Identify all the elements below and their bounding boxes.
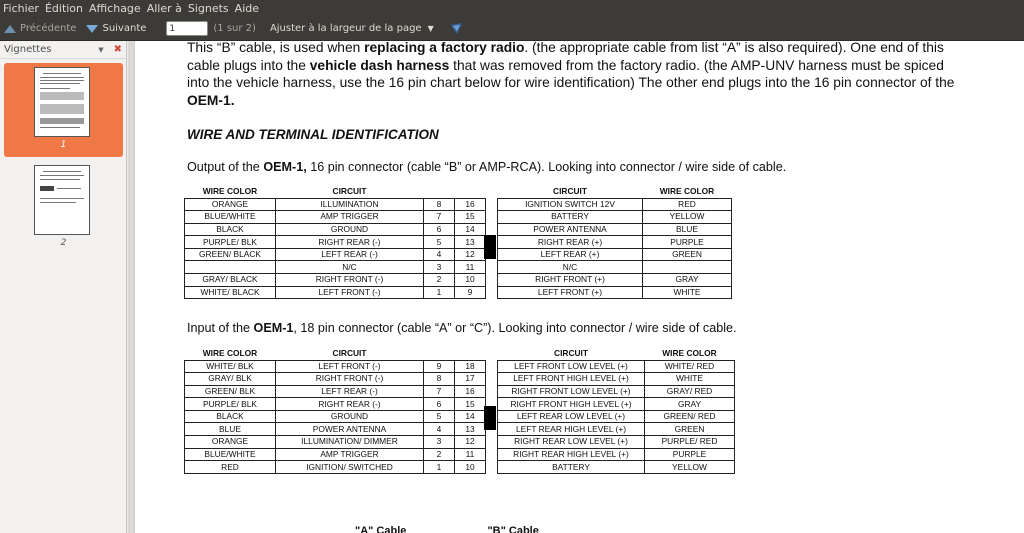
- table-cell: AMP TRIGGER: [276, 448, 424, 461]
- table-header: CIRCUIT: [553, 186, 587, 197]
- sidebar-header: [0, 41, 126, 59]
- table-cell: 15: [455, 398, 486, 411]
- table-cell: 16: [455, 385, 486, 398]
- table-cell: WHITE: [643, 286, 732, 299]
- table-row: [185, 198, 732, 211]
- next-page-label: Suivante: [102, 23, 147, 34]
- intro-paragraph: This “B” cable, is used when replacing a factory radio. (the appropriate cable from list “A” is also required). One end of this cable plugs into the vehicle dash harness that was removed from the factory radio. (the AMP-UNV harness must be spiced into the vehicle harness, use the 16 pin chart below for wire identification) The other end plugs into the 16 pin connector of the OEM-1.: [187, 41, 955, 108]
- table-cell: GREEN: [643, 248, 732, 261]
- table-cell: 11: [455, 261, 486, 274]
- zoom-select-value: Ajuster à la largeur de la page: [269, 23, 422, 34]
- table-cell: WHITE/ BLACK: [185, 286, 276, 299]
- toolbar: [0, 17, 1024, 41]
- table-cell: 3: [424, 436, 455, 449]
- thumbnail-page-2[interactable]: [4, 161, 123, 255]
- table-cell: GREEN/ BLK: [185, 385, 276, 398]
- table-row: [185, 385, 735, 398]
- table-cell: GRAY/ BLACK: [185, 274, 276, 287]
- page-count-label: (1 sur 2): [213, 23, 256, 34]
- table-cell: 18: [455, 360, 486, 373]
- table-cell: GRAY: [643, 274, 732, 287]
- table-row: [185, 423, 735, 436]
- table-cell: IGNITION/ SWITCHED: [276, 461, 424, 474]
- document-viewport[interactable]: [128, 41, 1024, 533]
- table-cell: 14: [455, 223, 486, 236]
- table-header: CIRCUIT: [554, 348, 588, 359]
- thumbnail-image: [34, 67, 90, 137]
- table-cell: 1: [424, 286, 455, 299]
- table-cell: 8: [424, 373, 455, 386]
- table-cell: 16: [455, 198, 486, 211]
- table-cell: 10: [455, 274, 486, 287]
- table-cell: [185, 261, 276, 274]
- table-cell: 2: [424, 274, 455, 287]
- table-header: CIRCUIT: [332, 186, 367, 197]
- table-cell: PURPLE/ BLK: [185, 236, 276, 249]
- table-cell: 9: [424, 360, 455, 373]
- previous-page-label: Précédente: [20, 23, 77, 34]
- table-row: [185, 436, 735, 449]
- table-cell: RIGHT FRONT (-): [276, 274, 424, 287]
- table-cell: LEFT FRONT (+): [498, 286, 643, 299]
- table-row: [185, 373, 735, 386]
- table-cell: LEFT REAR HIGH LEVEL (+): [498, 423, 645, 436]
- table-cell: RED: [643, 198, 732, 211]
- cable-labels: [355, 525, 617, 533]
- table-row: [185, 261, 732, 274]
- output-wire-table: [184, 185, 732, 299]
- connector-key-marker: [484, 406, 496, 430]
- table-cell: RIGHT REAR (+): [498, 236, 643, 249]
- table-cell: BLACK: [185, 410, 276, 423]
- table-cell: WHITE/ RED: [645, 360, 735, 373]
- zoom-select[interactable]: [270, 23, 434, 34]
- table-cell: WHITE/ BLK: [185, 360, 276, 373]
- next-page-button[interactable]: [86, 19, 146, 39]
- table-gap: [486, 373, 498, 386]
- table-cell: GRAY/ RED: [645, 385, 735, 398]
- table-cell: 11: [455, 448, 486, 461]
- table-cell: PURPLE/ BLK: [185, 398, 276, 411]
- table-cell: GROUND: [276, 223, 424, 236]
- section-heading: WIRE AND TERMINAL IDENTIFICATION: [187, 127, 439, 142]
- table-row: [185, 211, 732, 224]
- table-cell: LEFT FRONT HIGH LEVEL (+): [498, 373, 645, 386]
- cable-b-label: "B" Cable: [487, 525, 539, 533]
- menu-signets[interactable]: Signets: [187, 2, 229, 15]
- table-cell: GREEN/ BLACK: [185, 248, 276, 261]
- table-cell: 8: [424, 198, 455, 211]
- input-wire-table: [184, 347, 735, 474]
- table-cell: 10: [455, 461, 486, 474]
- table-cell: 4: [424, 423, 455, 436]
- table-cell: PURPLE: [645, 448, 735, 461]
- table-header: WIRE COLOR: [202, 186, 258, 197]
- table-cell: BLUE: [643, 223, 732, 236]
- table-cell: GREEN/ RED: [645, 410, 735, 423]
- table-cell: LEFT FRONT (-): [276, 286, 424, 299]
- table-header: CIRCUIT: [332, 348, 367, 359]
- table-gap: [486, 448, 498, 461]
- table-cell: 9: [455, 286, 486, 299]
- table-header: WIRE COLOR: [659, 186, 715, 197]
- table-cell: LEFT REAR LOW LEVEL (+): [498, 410, 645, 423]
- table-cell: POWER ANTENNA: [276, 423, 424, 436]
- table-gap: [486, 211, 498, 224]
- table-gap: [486, 385, 498, 398]
- menu-affichage[interactable]: Affichage: [89, 2, 141, 15]
- table-cell: YELLOW: [645, 461, 735, 474]
- table-cell: GROUND: [276, 410, 424, 423]
- table-row: [185, 223, 732, 236]
- previous-page-button[interactable]: [4, 19, 76, 39]
- sidebar-dropdown-icon[interactable]: ▼: [98, 45, 104, 54]
- table-row: [185, 410, 735, 423]
- menubar: [0, 0, 1024, 17]
- table-cell: 6: [424, 398, 455, 411]
- close-icon[interactable]: ✖: [113, 44, 122, 55]
- menu-fichier[interactable]: Fichier: [3, 2, 39, 15]
- table-row: [185, 461, 735, 474]
- table-cell: 13: [455, 236, 486, 249]
- table-cell: 5: [424, 236, 455, 249]
- thumbnail-image: [34, 165, 90, 235]
- table-row: [185, 236, 732, 249]
- table-row: [185, 398, 735, 411]
- table-header: WIRE COLOR: [662, 348, 717, 359]
- table-cell: LEFT FRONT (-): [276, 360, 424, 373]
- reverse-search-icon[interactable]: [450, 22, 464, 36]
- table-cell: ILLUMINATION: [276, 198, 424, 211]
- table-gap: [486, 274, 498, 287]
- table-row: [185, 274, 732, 287]
- table-cell: ORANGE: [185, 198, 276, 211]
- table-cell: 13: [455, 423, 486, 436]
- table-cell: RIGHT REAR LOW LEVEL (+): [498, 436, 645, 449]
- table-cell: AMP TRIGGER: [276, 211, 424, 224]
- table-cell: 4: [424, 248, 455, 261]
- table-cell: RIGHT FRONT LOW LEVEL (+): [498, 385, 645, 398]
- table-cell: BLUE: [185, 423, 276, 436]
- table-cell: PURPLE/ RED: [645, 436, 735, 449]
- sidebar: [0, 41, 127, 533]
- menu-edition[interactable]: Édition: [44, 2, 84, 15]
- output-description: Output of the OEM-1, 16 pin connector (cable “B” or AMP-RCA). Looking into connector / wire side of cable.: [187, 160, 787, 174]
- arrow-up-icon: [4, 25, 16, 33]
- table-cell: 1: [424, 461, 455, 474]
- table-cell: LEFT REAR (-): [276, 385, 424, 398]
- thumbnail-label: 2: [60, 238, 67, 248]
- table-cell: [643, 261, 732, 274]
- table-cell: ORANGE: [185, 436, 276, 449]
- connector-key-marker: [484, 235, 496, 259]
- table-cell: BLUE/WHITE: [185, 448, 276, 461]
- table-cell: RED: [185, 461, 276, 474]
- table-gap: [486, 461, 498, 474]
- table-cell: N/C: [498, 261, 643, 274]
- table-cell: BATTERY: [498, 211, 643, 224]
- thumbnail-label: 1: [60, 140, 67, 150]
- table-cell: ILLUMINATION/ DIMMER: [276, 436, 424, 449]
- table-cell: 15: [455, 211, 486, 224]
- table-cell: RIGHT FRONT (+): [498, 274, 643, 287]
- table-cell: YELLOW: [643, 211, 732, 224]
- table-gap: [486, 198, 498, 211]
- table-cell: 3: [424, 261, 455, 274]
- table-cell: IGNITION SWITCH 12V: [498, 198, 643, 211]
- table-cell: 7: [424, 211, 455, 224]
- input-description: Input of the OEM-1, 18 pin connector (cable “A” or “C”). Looking into connector / wire side of cable.: [187, 321, 737, 335]
- table-row: [185, 248, 732, 261]
- table-cell: GRAY: [645, 398, 735, 411]
- table-cell: 7: [424, 385, 455, 398]
- table-gap: [486, 436, 498, 449]
- menu-aller-a[interactable]: Aller à: [146, 2, 182, 15]
- table-cell: LEFT FRONT LOW LEVEL (+): [498, 360, 645, 373]
- table-cell: PURPLE: [643, 236, 732, 249]
- table-gap: [486, 261, 498, 274]
- table-cell: 17: [455, 373, 486, 386]
- table-cell: 6: [424, 223, 455, 236]
- arrow-down-icon: [86, 25, 98, 33]
- table-cell: 2: [424, 448, 455, 461]
- table-gap: [486, 360, 498, 373]
- table-cell: 12: [455, 248, 486, 261]
- table-row: [185, 448, 735, 461]
- table-gap: [486, 286, 498, 299]
- table-cell: 14: [455, 410, 486, 423]
- table-cell: WHITE: [645, 373, 735, 386]
- table-cell: RIGHT REAR (-): [276, 398, 424, 411]
- table-cell: LEFT REAR (+): [498, 248, 643, 261]
- sidebar-title[interactable]: Vignettes: [4, 44, 52, 55]
- page-number-input[interactable]: [166, 21, 208, 36]
- table-cell: RIGHT REAR HIGH LEVEL (+): [498, 448, 645, 461]
- table-cell: POWER ANTENNA: [498, 223, 643, 236]
- table-cell: LEFT REAR (-): [276, 248, 424, 261]
- thumbnail-page-1[interactable]: [4, 63, 123, 157]
- document-page: [134, 41, 1024, 533]
- table-cell: 5: [424, 410, 455, 423]
- table-cell: GRAY/ BLK: [185, 373, 276, 386]
- table-cell: 12: [455, 436, 486, 449]
- table-cell: RIGHT REAR (-): [276, 236, 424, 249]
- chevron-down-icon: ▼: [427, 24, 434, 33]
- table-cell: RIGHT FRONT HIGH LEVEL (+): [498, 398, 645, 411]
- menu-aide[interactable]: Aide: [234, 2, 260, 15]
- table-cell: GREEN: [645, 423, 735, 436]
- table-header: WIRE COLOR: [202, 348, 258, 359]
- cable-a-label: "A" Cable: [355, 525, 407, 533]
- table-row: [185, 360, 735, 373]
- table-cell: N/C: [276, 261, 424, 274]
- table-row: [185, 286, 732, 299]
- table-cell: BATTERY: [498, 461, 645, 474]
- table-cell: RIGHT FRONT (-): [276, 373, 424, 386]
- table-gap: [486, 223, 498, 236]
- table-cell: BLUE/WHITE: [185, 211, 276, 224]
- table-cell: BLACK: [185, 223, 276, 236]
